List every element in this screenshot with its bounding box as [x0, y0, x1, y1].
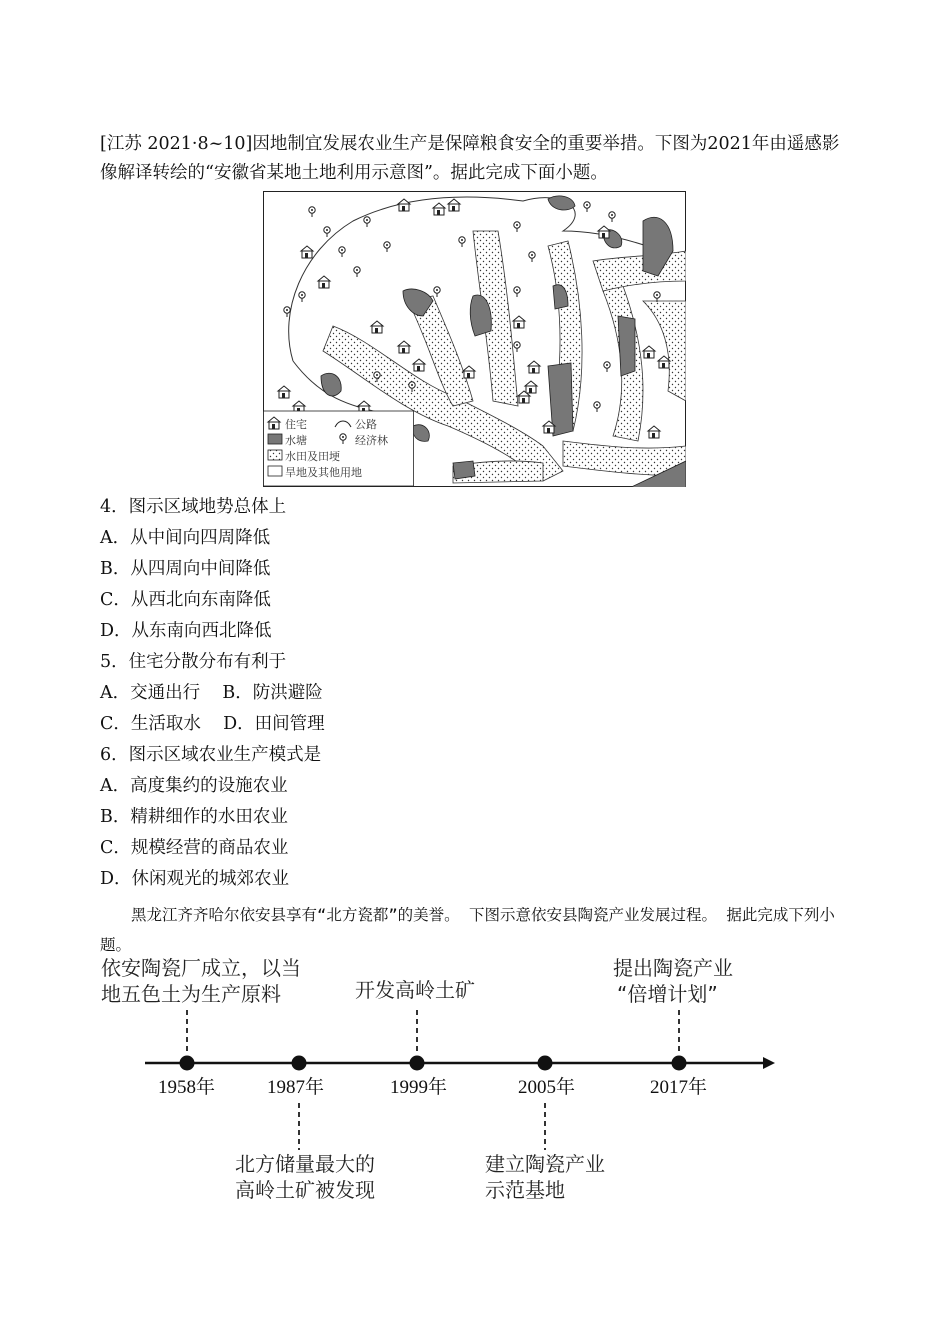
- event-1958-line1: 依安陶瓷厂成立，以当: [101, 956, 301, 980]
- timeline-dot-1958: [180, 1056, 195, 1071]
- year-2005: 2005年: [518, 1077, 576, 1098]
- event-2017-line2: “倍增计划”: [617, 982, 718, 1006]
- question-5-options-cd: C．生活取水 D．田间管理: [100, 714, 325, 734]
- question-6-option-d: D．休闲观光的城郊农业: [100, 869, 290, 889]
- legend-dry: 旱地及其他用地: [285, 466, 362, 479]
- passage-intro-2: 黑龙江齐齐哈尔依安县享有“北方瓷都”的美誉。 下图示意依安县陶瓷产业发展过程。 据此完成下列小题。: [100, 906, 835, 954]
- question-4-stem: 4．图示区域地势总体上: [100, 497, 287, 517]
- question-5-options-ab: A．交通出行 B．防洪避险: [100, 683, 323, 703]
- ceramics-timeline: [95, 945, 795, 1215]
- event-1999: 开发高岭土矿: [355, 978, 475, 1002]
- year-1987: 1987年: [267, 1077, 325, 1098]
- question-6-option-c: C．规模经营的商品农业: [100, 838, 289, 858]
- legend-forest: 经济林: [355, 434, 388, 447]
- event-2005-line1: 建立陶瓷产业: [485, 1152, 605, 1176]
- year-2017: 2017年: [650, 1077, 708, 1098]
- legend-road: 公路: [355, 418, 377, 431]
- event-1987-line1: 北方储量最大的: [235, 1152, 375, 1176]
- passage-intro: [江苏 2021·8~10]因地制宜发展农业生产是保障粮食安全的重要举措。下图为2021年由遥感影像解译转绘的“安徽省某地土地利用示意图”。据此完成下面小题。: [100, 134, 840, 183]
- legend-pond: 水塘: [285, 434, 307, 447]
- question-6-stem: 6．图示区域农业生产模式是: [100, 745, 322, 765]
- year-1999: 1999年: [390, 1077, 448, 1098]
- timeline-arrow: [763, 1057, 775, 1069]
- event-1987-line2: 高岭土矿被发现: [235, 1178, 375, 1202]
- timeline-dot-2005: [538, 1056, 553, 1071]
- question-6-option-b: B．精耕细作的水田农业: [100, 807, 288, 827]
- timeline-dot-2017: [672, 1056, 687, 1071]
- timeline-dot-1999: [410, 1056, 425, 1071]
- event-2017-line1: 提出陶瓷产业: [613, 956, 733, 980]
- question-4-option-d: D．从东南向西北降低: [100, 621, 272, 641]
- question-4-option-a: A．从中间向四周降低: [100, 528, 271, 548]
- event-2005-line2: 示范基地: [485, 1178, 565, 1202]
- legend-house: 住宅: [285, 418, 307, 431]
- question-5-stem: 5．住宅分散分布有利于: [100, 652, 287, 672]
- event-1958-line2: 地五色土为生产原料: [101, 982, 281, 1006]
- legend-paddy: 水田及田埂: [285, 450, 340, 463]
- map-legend: [264, 411, 414, 486]
- timeline-dot-1987: [292, 1056, 307, 1071]
- question-6-option-a: A．高度集约的设施农业: [100, 776, 288, 796]
- year-1958: 1958年: [158, 1077, 216, 1098]
- question-4-option-c: C．从西北向东南降低: [100, 590, 271, 610]
- land-use-map: [263, 191, 686, 487]
- question-4-option-b: B．从四周向中间降低: [100, 559, 271, 579]
